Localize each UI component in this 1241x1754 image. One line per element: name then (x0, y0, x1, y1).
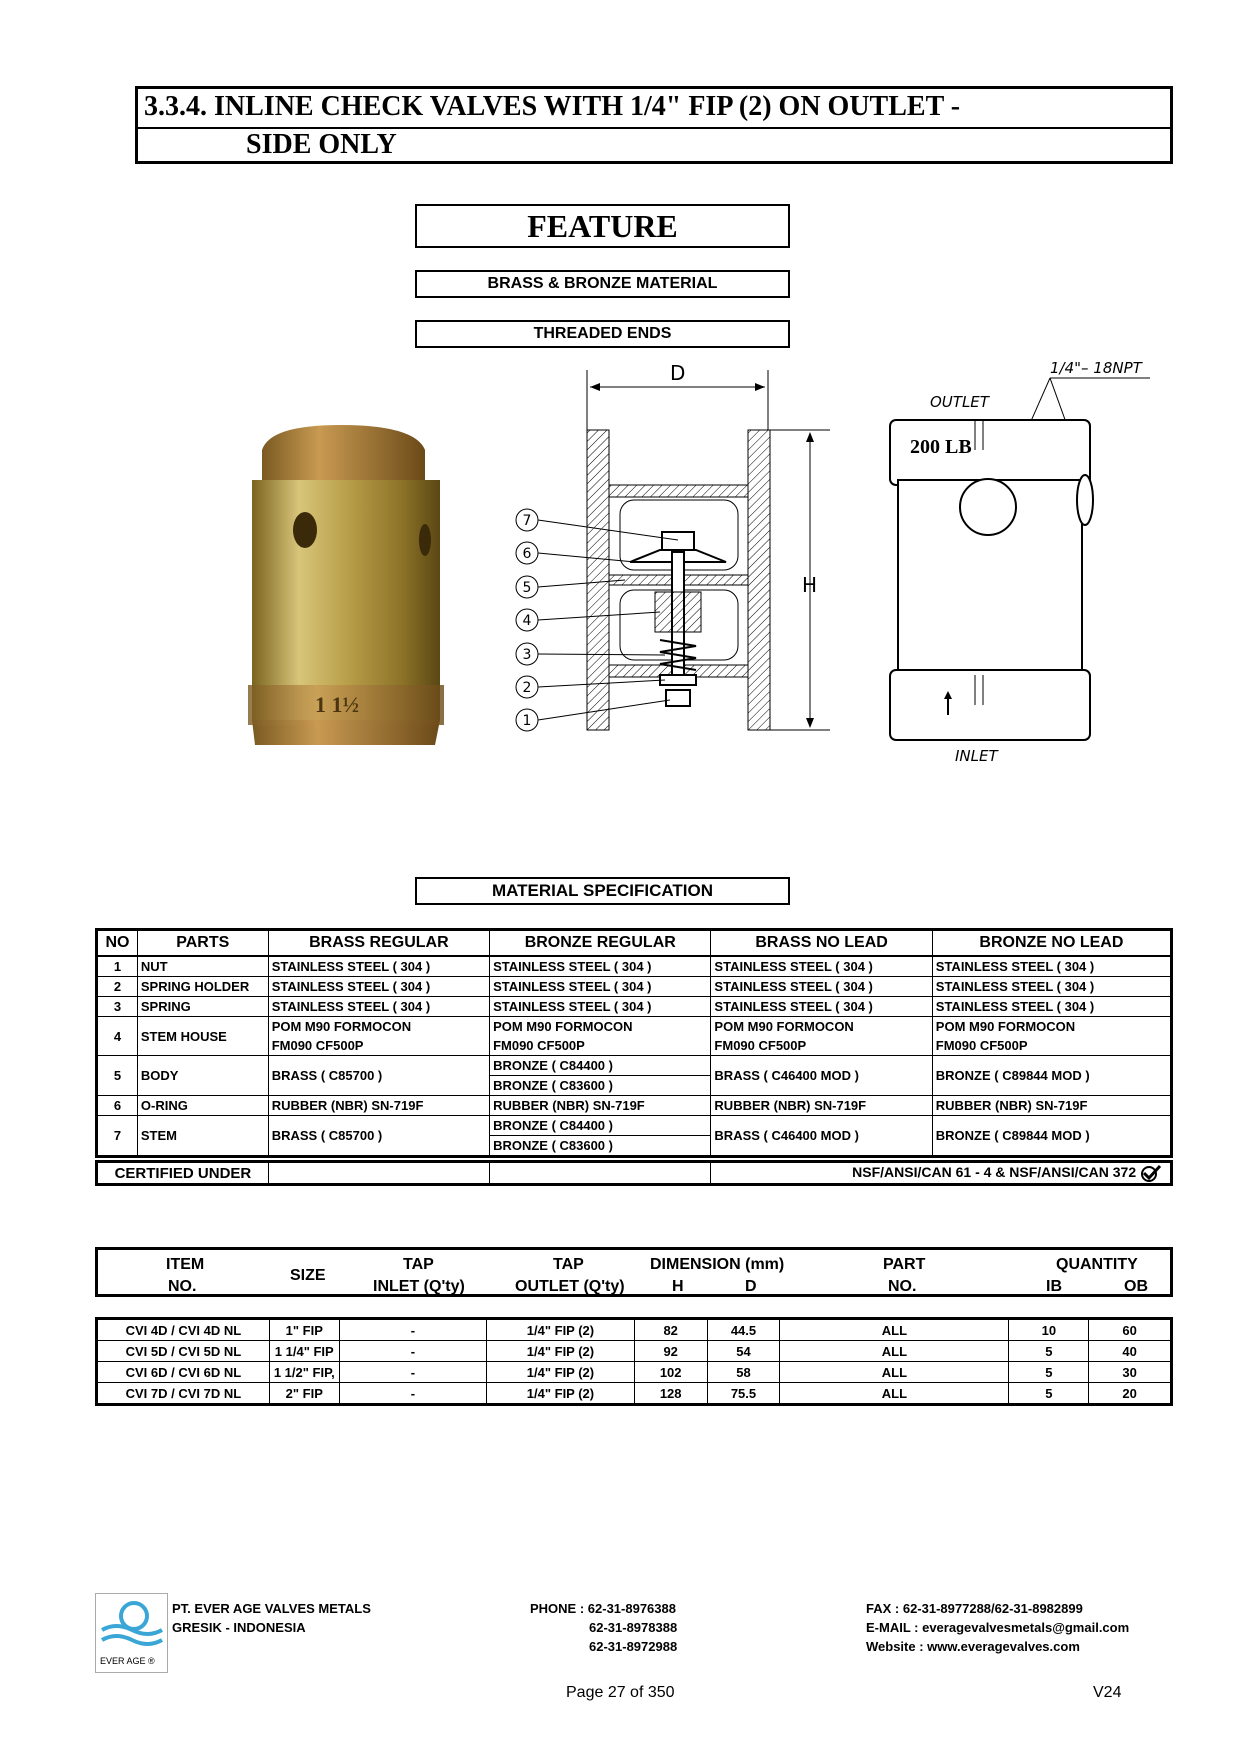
row-bronze-nl: BRONZE ( C89844 MOD ) (932, 1056, 1171, 1096)
order-ib: 10 (1009, 1319, 1089, 1341)
order-h: 102 (634, 1362, 707, 1383)
row-brass-nl: RUBBER (NBR) SN-719F (711, 1096, 932, 1116)
header-h: H (672, 1278, 684, 1295)
header-tap-inlet: TAP (403, 1256, 434, 1273)
order-inlet: - (339, 1341, 486, 1362)
feature-heading: FEATURE (415, 204, 790, 248)
order-part: ALL (780, 1341, 1009, 1362)
email: E-MAIL : everagevalvesmetals@gmail.com (866, 1620, 1130, 1635)
row-no: 5 (97, 1056, 138, 1096)
row-bronze-nl: STAINLESS STEEL ( 304 ) (932, 956, 1171, 977)
callout-7: 7 (522, 513, 532, 529)
certified-value: NSF/ANSI/CAN 61 - 4 & NSF/ANSI/CAN 372 (852, 1163, 1137, 1180)
row-brass: POM M90 FORMOCON FM090 CF500P (268, 1017, 489, 1056)
table-row (97, 1116, 1172, 1136)
phone-1: PHONE : 62-31-8976388 (530, 1601, 676, 1616)
table-row (97, 997, 1172, 1017)
order-inlet: - (339, 1362, 486, 1383)
table-row (97, 1362, 1172, 1383)
callout-2: 2 (522, 680, 532, 696)
ordering-table (95, 1317, 1173, 1406)
row-brass-nl: BRASS ( C46400 MOD ) (711, 1056, 932, 1096)
order-ob: 30 (1089, 1362, 1172, 1383)
table-row (97, 977, 1172, 997)
row-bronze-alt: BRONZE ( C83600 ) (490, 1076, 711, 1096)
order-inlet: - (339, 1319, 486, 1341)
order-size: 2" FIP (269, 1383, 339, 1405)
callout-6: 6 (522, 546, 532, 562)
header-bronze-regular: BRONZE REGULAR (490, 930, 711, 957)
callout-1: 1 (522, 713, 532, 729)
order-d: 58 (707, 1362, 780, 1383)
material-spec-table (95, 928, 1173, 1158)
row-part: SPRING (137, 997, 268, 1017)
header-inlet: INLET (Q'ty) (373, 1278, 465, 1295)
dimension-d-label: D (670, 361, 686, 385)
valve-photo (240, 420, 450, 750)
order-part: ALL (780, 1319, 1009, 1341)
row-brass-nl: BRASS ( C46400 MOD ) (711, 1116, 932, 1157)
row-bronze-nl: RUBBER (NBR) SN-719F (932, 1096, 1171, 1116)
header-item: ITEM (166, 1256, 205, 1273)
row-no: 6 (97, 1096, 138, 1116)
callout-3: 3 (522, 647, 532, 663)
fax: FAX : 62-31-8977288/62-31-8982899 (866, 1601, 1083, 1616)
row-no: 3 (97, 997, 138, 1017)
header-outlet: OUTLET (Q'ty) (515, 1278, 625, 1295)
page-title-line-1: 3.3.4. INLINE CHECK VALVES WITH 1/4" FIP (2) ON OUTLET - (144, 91, 961, 122)
table-row (97, 1096, 1172, 1116)
row-brass-nl: POM M90 FORMOCON FM090 CF500P (711, 1017, 932, 1056)
order-item: CVI 4D / CVI 4D NL (97, 1319, 270, 1341)
table-row (97, 1319, 1172, 1341)
company-logo (95, 1593, 168, 1673)
page-title-line-2: SIDE ONLY (246, 129, 397, 160)
certified-row (95, 1160, 1173, 1186)
callout-4: 4 (522, 613, 532, 629)
row-bronze: BRONZE ( C84400 ) (490, 1056, 711, 1076)
row-bronze: STAINLESS STEEL ( 304 ) (490, 997, 711, 1017)
row-brass: STAINLESS STEEL ( 304 ) (268, 956, 489, 977)
order-size: 1" FIP (269, 1319, 339, 1341)
check-mark-icon (1140, 1164, 1162, 1182)
header-quantity: QUANTITY (1056, 1256, 1138, 1273)
table-row (97, 1341, 1172, 1362)
order-ob: 40 (1089, 1341, 1172, 1362)
header-bronze-no-lead: BRONZE NO LEAD (932, 930, 1171, 957)
section-drawing (500, 350, 818, 770)
order-part: ALL (780, 1362, 1009, 1383)
ordering-header (95, 1247, 1173, 1297)
header-no: NO (97, 930, 138, 957)
header-ib: IB (1046, 1278, 1062, 1295)
row-brass: BRASS ( C85700 ) (268, 1116, 489, 1157)
row-no: 1 (97, 956, 138, 977)
phone-2: 62-31-8978388 (589, 1620, 678, 1635)
certified-label: CERTIFIED UNDER (97, 1162, 269, 1185)
header-parts: PARTS (137, 930, 268, 957)
row-bronze: STAINLESS STEEL ( 304 ) (490, 977, 711, 997)
order-ib: 5 (1009, 1341, 1089, 1362)
row-brass-nl: STAINLESS STEEL ( 304 ) (711, 997, 932, 1017)
feature-item-material: BRASS & BRONZE MATERIAL (415, 270, 790, 298)
phone-3: 62-31-8972988 (589, 1639, 678, 1654)
table-row (97, 1056, 1172, 1076)
header-part: PART (883, 1256, 926, 1273)
title-box (135, 86, 1173, 164)
row-part: STEM HOUSE (137, 1017, 268, 1056)
order-size: 1 1/2" FIP, (269, 1362, 339, 1383)
row-bronze-alt: BRONZE ( C83600 ) (490, 1136, 711, 1157)
header-ob: OB (1124, 1278, 1148, 1295)
order-ob: 20 (1089, 1383, 1172, 1405)
order-inlet: - (339, 1383, 486, 1405)
order-outlet: 1/4" FIP (2) (487, 1383, 635, 1405)
row-brass: RUBBER (NBR) SN-719F (268, 1096, 489, 1116)
row-part: O-RING (137, 1096, 268, 1116)
header-item-no: NO. (168, 1278, 197, 1295)
header-tap-outlet: TAP (553, 1256, 584, 1273)
order-outlet: 1/4" FIP (2) (487, 1319, 635, 1341)
header-size: SIZE (290, 1267, 326, 1284)
header-dimension: DIMENSION (mm) (650, 1256, 785, 1273)
row-brass: STAINLESS STEEL ( 304 ) (268, 977, 489, 997)
row-bronze: STAINLESS STEEL ( 304 ) (490, 956, 711, 977)
row-bronze: BRONZE ( C84400 ) (490, 1116, 711, 1136)
material-spec-heading: MATERIAL SPECIFICATION (415, 877, 790, 905)
row-bronze: RUBBER (NBR) SN-719F (490, 1096, 711, 1116)
header-brass-regular: BRASS REGULAR (268, 930, 489, 957)
order-ob: 60 (1089, 1319, 1172, 1341)
table-row (97, 1383, 1172, 1405)
row-bronze-nl: BRONZE ( C89844 MOD ) (932, 1116, 1171, 1157)
external-view-drawing (880, 355, 1170, 775)
company-location: GRESIK - INDONESIA (172, 1620, 306, 1635)
row-no: 4 (97, 1017, 138, 1056)
table-row (97, 956, 1172, 977)
body-mark: 200 LB (910, 436, 972, 458)
row-brass-nl: STAINLESS STEEL ( 304 ) (711, 977, 932, 997)
feature-item-threaded: THREADED ENDS (415, 320, 790, 348)
order-item: CVI 5D / CVI 5D NL (97, 1341, 270, 1362)
logo-text: EVER AGE ® (100, 1656, 155, 1666)
row-bronze: POM M90 FORMOCON FM090 CF500P (490, 1017, 711, 1056)
header-brass-no-lead: BRASS NO LEAD (711, 930, 932, 957)
company-name: PT. EVER AGE VALVES METALS (172, 1601, 371, 1616)
header-d: D (745, 1278, 757, 1295)
order-h: 128 (634, 1383, 707, 1405)
order-h: 92 (634, 1341, 707, 1362)
row-part: STEM (137, 1116, 268, 1157)
order-outlet: 1/4" FIP (2) (487, 1341, 635, 1362)
callout-5: 5 (522, 580, 532, 596)
order-ib: 5 (1009, 1362, 1089, 1383)
row-brass: STAINLESS STEEL ( 304 ) (268, 997, 489, 1017)
row-no: 7 (97, 1116, 138, 1157)
outlet-label: OUTLET (930, 393, 989, 411)
row-no: 2 (97, 977, 138, 997)
certified-empty-2 (489, 1162, 710, 1185)
order-item: CVI 6D / CVI 6D NL (97, 1362, 270, 1383)
order-d: 75.5 (707, 1383, 780, 1405)
wave-logo-icon (96, 1594, 167, 1654)
dimension-h-label: H (802, 573, 818, 597)
row-bronze-nl: STAINLESS STEEL ( 304 ) (932, 977, 1171, 997)
order-h: 82 (634, 1319, 707, 1341)
order-outlet: 1/4" FIP (2) (487, 1362, 635, 1383)
order-d: 54 (707, 1341, 780, 1362)
version: V24 (1093, 1684, 1122, 1701)
row-part: BODY (137, 1056, 268, 1096)
page-number: Page 27 of 350 (566, 1684, 675, 1701)
order-size: 1 1/4" FIP (269, 1341, 339, 1362)
row-part: NUT (137, 956, 268, 977)
order-ib: 5 (1009, 1383, 1089, 1405)
row-brass: BRASS ( C85700 ) (268, 1056, 489, 1096)
website: Website : www.everagevalves.com (866, 1639, 1080, 1654)
certified-empty-1 (268, 1162, 489, 1185)
row-brass-nl: STAINLESS STEEL ( 304 ) (711, 956, 932, 977)
inlet-label: INLET (955, 747, 998, 765)
svg-text:1 1½: 1 1½ (315, 692, 359, 717)
certified-cell (710, 1162, 1171, 1185)
order-item: CVI 7D / CVI 7D NL (97, 1383, 270, 1405)
table-row (97, 1017, 1172, 1056)
npt-label: 1/4"– 18NPT (1050, 359, 1142, 377)
row-part: SPRING HOLDER (137, 977, 268, 997)
order-part: ALL (780, 1383, 1009, 1405)
row-bronze-nl: POM M90 FORMOCON FM090 CF500P (932, 1017, 1171, 1056)
material-header-row (97, 930, 1172, 957)
row-bronze-nl: STAINLESS STEEL ( 304 ) (932, 997, 1171, 1017)
header-part-no: NO. (888, 1278, 917, 1295)
order-d: 44.5 (707, 1319, 780, 1341)
